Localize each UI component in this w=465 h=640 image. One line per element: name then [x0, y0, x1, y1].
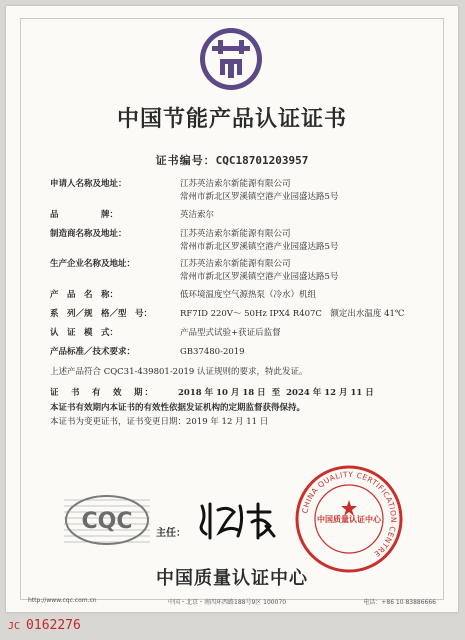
- field-line: 低环境温度空气源热泵（冷水）机组: [180, 290, 317, 300]
- footer-address: 中国・北京・南四环西路188号9区 100070: [168, 599, 287, 606]
- field-label: 生产企业名称及地址：: [50, 259, 136, 269]
- validity-to: 2024 年 12 月 11 日: [286, 388, 374, 398]
- field-line: 常州市新北区罗溪镇空港产业园盛达路5号: [180, 192, 339, 202]
- change-statement: 本证书为变更证书，证书变更日期：2019 年 12 月 11 日: [50, 417, 269, 427]
- footer-website: http://www.cqc.com.cn: [28, 597, 97, 604]
- validity-statement: 本证书有效期内本证书的有效性依据发证机构的定期监督获得保持。: [50, 403, 306, 413]
- validity-period: [50, 386, 374, 398]
- field-line: 常州市新北区罗溪镇空港产业园盛达路5号: [180, 272, 339, 282]
- field-value: [180, 327, 281, 340]
- field-label: 产品标准／技术要求：: [50, 347, 136, 357]
- director-label: 主任：: [156, 528, 186, 539]
- field-label: 产 品 名 称：: [50, 290, 119, 300]
- ccc-official-seal: [294, 464, 404, 574]
- validity-label: 证 书 有 效 期：: [50, 388, 156, 398]
- seal-english-text: CHINA QUALITY CERTIFICATION CENTRE: [300, 469, 399, 559]
- seal-chinese-text: 中国质量认证中心: [317, 515, 381, 524]
- field-line: 江苏英洁索尔新能源有限公司: [180, 229, 291, 239]
- cqc-logo-text: CQC: [81, 509, 133, 534]
- field-label: 系 列／规 格／型 号：: [50, 309, 153, 319]
- validity-from: 2018 年 10 月 18 日: [178, 388, 266, 398]
- conformity-statement: 上述产品符合 CQC31-439801-2019 认证规则的要求，特此发证。: [50, 367, 308, 377]
- serial-value: 0162276: [26, 618, 81, 633]
- field-line: 江苏英洁索尔新能源有限公司: [180, 259, 291, 269]
- certificate-number: [6, 152, 458, 168]
- footer-phone: 电话：+86 10 83886666: [363, 599, 436, 606]
- serial-number: [8, 618, 81, 633]
- field-line: GB37480-2019: [180, 347, 245, 357]
- field-line: 产品型式试验+获证后监督: [180, 328, 281, 338]
- field-label: 品 牌：: [50, 210, 119, 220]
- validity-separator: 至: [271, 388, 281, 398]
- field-value: [180, 178, 338, 204]
- certificate-title: 中国节能产品认证证书: [116, 107, 347, 132]
- director-signature: [196, 500, 282, 542]
- field-line: 常州市新北区罗溪镇空港产业园盛达路5号: [180, 242, 339, 252]
- certificate-sheet: [6, 6, 458, 612]
- field-line: RF7ID 220V～ 50Hz IPX4 R407C 额定出水温度 41℃: [180, 309, 405, 319]
- field-value: [180, 346, 245, 359]
- field-value: [180, 258, 338, 284]
- energy-saving-logo-icon: [198, 26, 264, 92]
- field-label: 制造商名称及地址：: [50, 229, 127, 239]
- footer: [28, 593, 436, 607]
- field-label: 认 证 模 式：: [50, 328, 119, 338]
- field-value: [180, 209, 214, 222]
- field-line: 江苏英洁索尔新能源有限公司: [180, 179, 291, 189]
- serial-prefix: JC: [8, 621, 21, 632]
- certificate-number-value: CQC18701203957: [215, 154, 309, 167]
- field-value: [180, 308, 404, 321]
- field-value: [180, 228, 338, 254]
- field-value: [180, 289, 316, 302]
- cqc-logo-icon: [64, 494, 150, 546]
- field-line: 英洁索尔: [180, 210, 215, 220]
- issuer-name: 中国质量认证中心: [156, 568, 308, 589]
- field-label: 申请人名称及地址：: [50, 179, 127, 189]
- certificate-number-label: 证书编号：: [155, 154, 216, 167]
